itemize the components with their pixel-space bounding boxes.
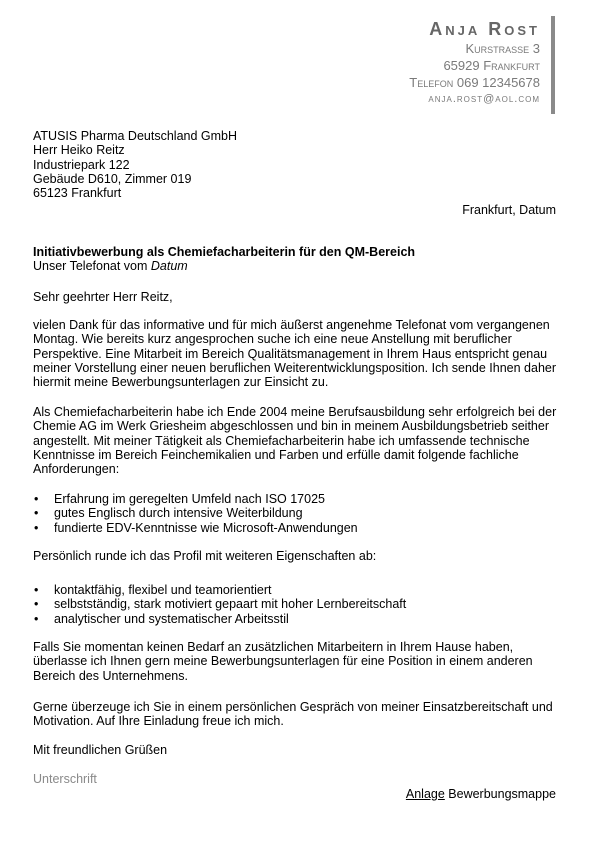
sender-accent-bar: [551, 16, 555, 114]
recipient-street: Industriepark 122: [33, 157, 130, 172]
list-item: [33, 521, 358, 535]
list-item: [33, 612, 406, 626]
list-item: [33, 492, 358, 506]
bullet-icon: •: [34, 597, 39, 612]
sender-email: anja.rost@aol.com: [428, 93, 540, 105]
list-item-text: selbstständig, stark motiviert gepaart mit hoher Lernbereitschaft: [54, 597, 407, 612]
paragraph-personal-intro: Persönlich runde ich das Profil mit weiteren Eigenschaften ab:: [33, 549, 377, 563]
recipient-building: Gebäude D610, Zimmer 019: [33, 171, 192, 186]
list-item-text: gutes Englisch durch intensive Weiterbildung: [54, 506, 303, 521]
sender-street: Kurstrasse 3: [465, 41, 540, 56]
bullet-icon: •: [34, 583, 39, 597]
bullet-icon: •: [34, 506, 39, 521]
list-item-text: fundierte EDV-Kenntnisse wie Microsoft-Anwendungen: [54, 520, 358, 535]
paragraph-alternative: Falls Sie momentan keinen Bedarf an zusätzlichen Mitarbeitern in Ihrem Hause haben, überlasse ich Ihnen gern meine Bewerbungsunterlagen für eine Position in einem anderen Bereich des Unternehmens.: [33, 640, 533, 683]
list-item: [33, 597, 406, 611]
paragraph-intro: vielen Dank für das informative und für mich äußerst angenehme Telefonat vom vergangenen Montag. Wie bereits kurz angesprochen suche ich eine neue Anstellung mit beruflicher Perspektive. Eine Mitarbeit im Bereich Qualitätsmanagement in Ihrem Haus entspricht genau meiner Vorstellung einer neuen beruflichen Weiterentwicklungsposition. Ich sende Ihnen daher hiermit meine Bewerbungsunterlagen zur Einsicht zu.: [33, 318, 557, 390]
enclosure-label: Anlage: [405, 787, 445, 801]
subject-reference-prefix: Unser Telefonat vom: [33, 259, 151, 274]
list-item: [33, 583, 406, 597]
list-item-text: analytischer und systematischer Arbeitsstil: [54, 611, 289, 626]
sender-block: [409, 18, 548, 108]
sender-phone: Telefon 069 12345678: [409, 75, 540, 90]
list-item-text: kontaktfähig, flexibel und teamorientiert: [54, 583, 272, 597]
enclosure: [406, 787, 556, 801]
signature: Unterschrift: [33, 772, 97, 786]
closing: Mit freundlichen Grüßen: [33, 743, 168, 757]
subject-block: [33, 245, 563, 274]
list-item: [33, 506, 358, 520]
recipient-city: 65123 Frankfurt: [33, 186, 122, 201]
bullet-icon: •: [34, 492, 39, 506]
bullet-icon: •: [34, 520, 39, 535]
date-line: Frankfurt, Datum: [462, 203, 556, 217]
bullet-icon: •: [34, 611, 39, 626]
paragraph-qualification: Als Chemiefacharbeiterin habe ich Ende 2004 meine Berufsausbildung sehr erfolgreich bei der Chemie AG im Werk Griesheim abgeschlossen und bin in meinem Ausbildungsbetrieb seither angestellt. Mit meiner Tätigkeit als Chemiefacharbeiterin habe ich umfassende technische Kenntnisse im Bereich Feinchemikalien und Farben und erfülle damit folgende fachliche Anforderungen:: [33, 405, 557, 477]
subject-title: Initiativbewerbung als Chemiefacharbeiterin für den QM-Bereich: [33, 245, 416, 259]
professional-skills-list: [33, 492, 358, 535]
recipient-contact: Herr Heiko Reitz: [33, 143, 125, 158]
salutation: Sehr geehrter Herr Reitz,: [33, 290, 173, 304]
sender-city: 65929 Frankfurt: [443, 58, 540, 73]
list-item-text: Erfahrung im geregelten Umfeld nach ISO 17025: [54, 492, 325, 506]
sender-name: Anja Rost: [429, 19, 540, 39]
personal-skills-list: [33, 583, 406, 626]
recipient-address: [33, 129, 563, 200]
subject-reference: [33, 259, 563, 273]
paragraph-interview: Gerne überzeuge ich Sie in einem persönlichen Gespräch von meiner Einsatzbereitschaft und Motivation. Auf Ihre Einladung freue ich mich.: [33, 700, 553, 729]
enclosure-text: Bewerbungsmappe: [444, 787, 556, 801]
recipient-company: ATUSIS Pharma Deutschland GmbH: [33, 129, 238, 143]
subject-reference-date: Datum: [150, 259, 188, 274]
